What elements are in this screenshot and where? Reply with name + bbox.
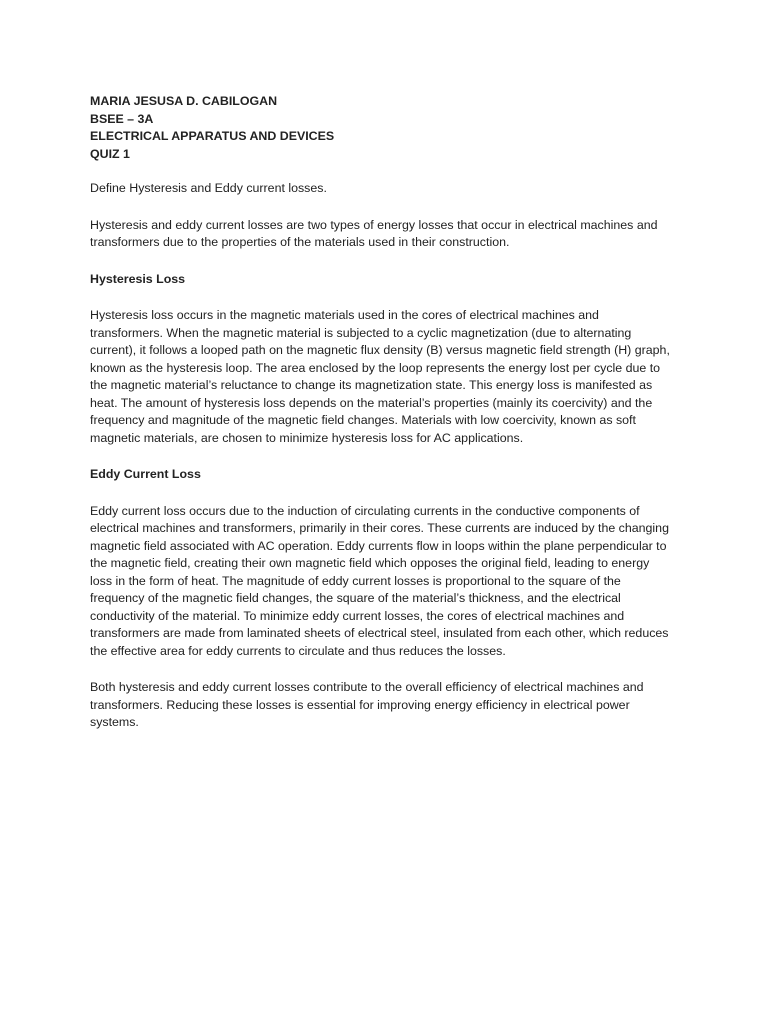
document-header [90,93,674,163]
eddy-current-heading: Eddy Current Loss [90,467,201,481]
course-section: BSEE – 3A [90,111,154,126]
intro-paragraph: Hysteresis and eddy current losses are two types of energy losses that occur in electrical machines and transformers due to the properties of the materials used in their construction. [90,217,658,249]
document-page [90,93,674,732]
eddy-current-paragraph: Eddy current loss occurs due to the induction of circulating currents in the conductive components of electrical machines and transformers, primarily in their cores. These currents are induced by the changing magnetic field associated with AC operation. Eddy currents flow in loops within the plane perpendicular to the magnetic field, creating their own magnetic field which opposes the original field, leading to energy loss in the form of heat. The magnitude of eddy current losses is proportional to the square of the frequency of the magnetic field changes, the square of the material’s thickness, and the electrical conductivity of the material. To minimize eddy current losses, the cores of electrical machines and transformers are made from laminated sheets of electrical steel, insulated from each other, which reduces the effective area for eddy currents to circulate and thus reduces the losses. [90,503,669,658]
hysteresis-paragraph: Hysteresis loss occurs in the magnetic materials used in the cores of electrical machines and transformers. When the magnetic material is subjected to a cyclic magnetization (due to alternating current), it follows a looped path on the magnetic flux density (B) versus magnetic field strength (H) graph, known as the hysteresis loop. The area enclosed by the loop represents the energy lost per cycle due to the magnetic material’s reluctance to change its magnetization state. This energy loss is manifested as heat. The amount of hysteresis loss depends on the material’s properties (mainly its coercivity) and the frequency and magnitude of the magnetic field changes. Materials with low coercivity, known as soft magnetic materials, are chosen to minimize hysteresis loss for AC applications. [90,308,670,445]
student-name: MARIA JESUSA D. CABILOGAN [90,94,278,108]
quiz-title: QUIZ 1 [90,146,130,161]
conclusion-paragraph: Both hysteresis and eddy current losses contribute to the overall efficiency of electrical machines and transformers. Reducing these losses is essential for improving energy efficiency in electrical power systems. [90,680,644,729]
hysteresis-heading: Hysteresis Loss [90,271,186,286]
quiz-question: Define Hysteresis and Eddy current losses. [90,181,327,195]
subject-title: ELECTRICAL APPARATUS AND DEVICES [90,129,335,143]
